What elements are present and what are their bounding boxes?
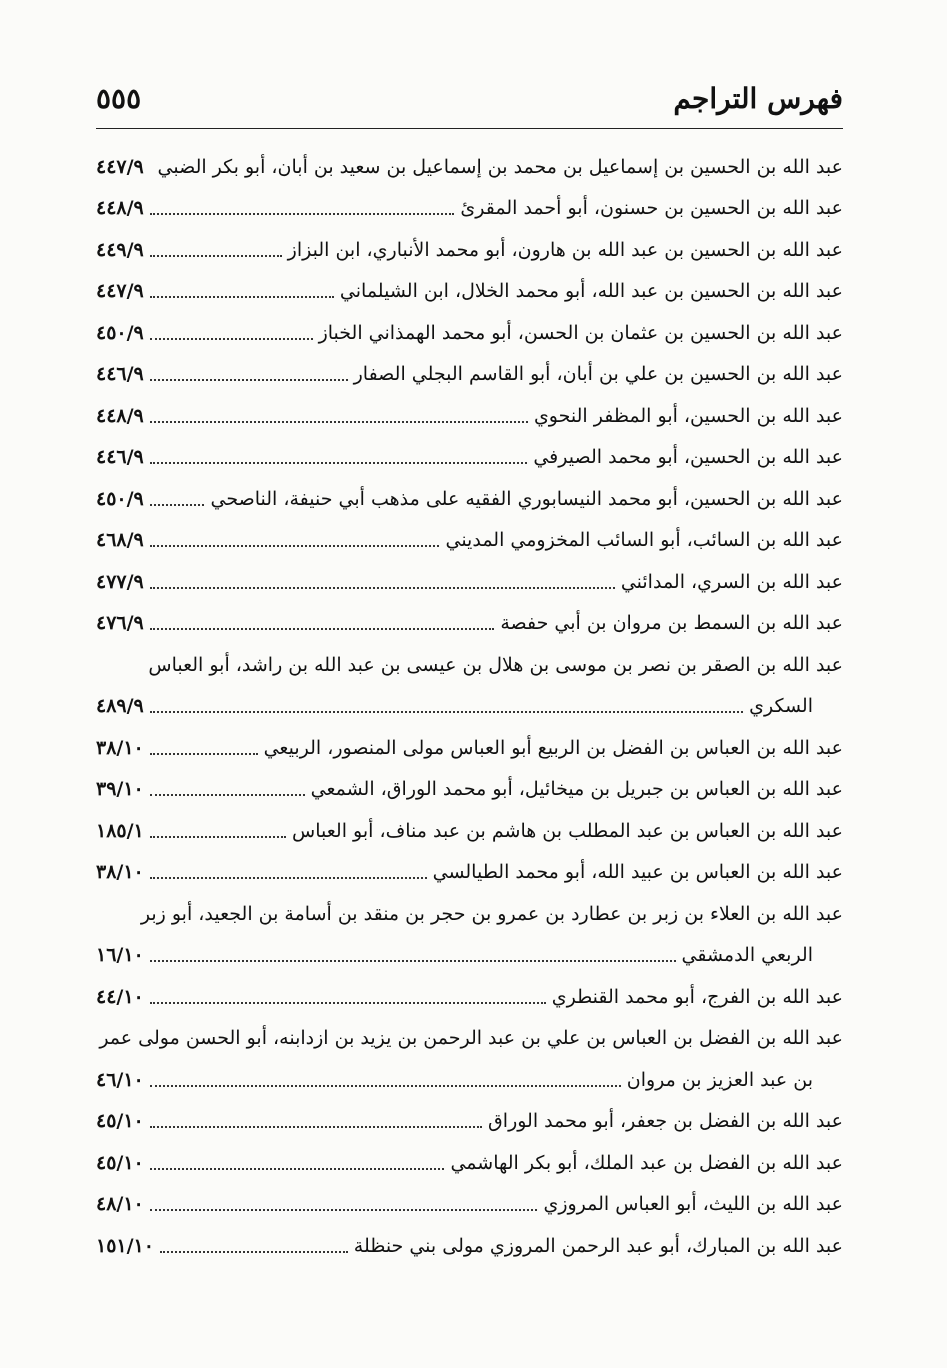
dot-leader [150, 1002, 546, 1004]
entry-reference: ٤٤٨/٩ [96, 404, 144, 427]
entry-name: عبد الله بن المبارك، أبو عبد الرحمن المروزي مولى بني حنظلة [353, 1234, 843, 1257]
entry-name: عبد الله بن العباس بن عبد المطلب بن هاشم بن عبد مناف، أبو العباس [292, 819, 843, 842]
index-entry [96, 976, 843, 1018]
dot-leader [150, 960, 676, 962]
entry-reference: ٤٦٨/٩ [96, 529, 144, 552]
entry-reference: ٤٥٠/٩ [96, 321, 144, 344]
dot-leader [150, 794, 305, 796]
entry-reference: ١٨٥/١ [96, 819, 144, 842]
page-title: فهرس التراجم [673, 81, 843, 115]
index-entry [96, 1101, 843, 1143]
entry-name: عبد الله بن السائب، أبو السائب المخزومي المديني [445, 529, 843, 552]
dot-leader [150, 1168, 445, 1170]
index-entry [96, 312, 843, 354]
index-entry [96, 146, 843, 188]
entry-reference: ٤٤٦/٩ [96, 363, 144, 386]
index-entry [96, 561, 843, 603]
entry-reference: ١٦/١٠ [96, 944, 144, 967]
entry-name: عبد الله بن الفضل بن جعفر، أبو محمد الوراق [488, 1110, 843, 1133]
entry-name: عبد الله بن العباس بن الفضل بن الربيع أبو العباس مولى المنصور، الربيعي [263, 736, 843, 759]
dot-leader [150, 836, 286, 838]
dot-leader [150, 628, 495, 630]
entry-name: عبد الله بن الفرج، أبو محمد القنطري [551, 985, 843, 1008]
index-entry [96, 1018, 843, 1060]
page-number: ٥٥٥ [96, 81, 142, 115]
dot-leader [150, 1209, 538, 1211]
entry-reference: ٤٤٧/٩ [96, 155, 144, 178]
index-entry [96, 520, 843, 562]
entry-name: عبد الله بن العباس بن عبيد الله، أبو محمد الطيالسي [432, 861, 843, 884]
dot-leader [150, 504, 205, 506]
entry-reference: ٣٨/١٠ [96, 861, 144, 884]
index-entry [96, 1184, 843, 1226]
index-entry [96, 644, 843, 686]
entry-name: عبد الله بن الصقر بن نصر بن موسى بن هلال بن عيسى بن عبد الله بن راشد، أبو العباس [148, 653, 843, 676]
index-entry [96, 810, 843, 852]
entry-reference: ٤٨/١٠ [96, 1193, 144, 1216]
entry-name: عبد الله بن الفضل بن عبد الملك، أبو بكر الهاشمي [450, 1151, 843, 1174]
dot-leader [150, 338, 313, 340]
entry-reference: ٤٤٨/٩ [96, 197, 144, 220]
entry-name: عبد الله بن الحسين، أبو محمد الصيرفي [533, 446, 843, 469]
dot-leader [150, 296, 334, 298]
entry-name: عبد الله بن الحسين بن عثمان بن الحسن، أبو محمد الهمذاني الخباز [318, 321, 843, 344]
index-entry [96, 727, 843, 769]
dot-leader [150, 255, 282, 257]
header-divider [96, 128, 843, 129]
entry-name: عبد الله بن الحسين، أبو المظفر النحوي [533, 404, 843, 427]
dot-leader [150, 213, 455, 215]
entry-reference: ٤٧٧/٩ [96, 570, 144, 593]
index-entry [96, 603, 843, 645]
entry-name: عبد الله بن الحسين بن إسماعيل بن محمد بن إسماعيل بن سعيد بن أبان، أبو بكر الضبي [157, 155, 843, 178]
index-entry [96, 437, 843, 479]
dot-leader [150, 1126, 482, 1128]
entry-name: عبد الله بن الحسين بن عبد الله بن هارون، أبو محمد الأنباري، ابن البزاز [287, 238, 843, 261]
index-entry-continuation [96, 935, 843, 977]
entry-name: بن عبد العزيز بن مروان [626, 1068, 813, 1091]
dot-leader [150, 1085, 621, 1087]
entry-reference: ٤٥/١٠ [96, 1110, 144, 1133]
entry-name: عبد الله بن السمط بن مروان بن أبي حفصة [500, 612, 843, 635]
index-entry [96, 271, 843, 313]
dot-leader [150, 877, 427, 879]
entry-name: عبد الله بن الحسين، أبو محمد النيسابوري الفقيه على مذهب أبي حنيفة، الناصحي [210, 487, 843, 510]
entry-reference: ١٥١/١٠ [96, 1234, 154, 1257]
entry-reference: ٤٦/١٠ [96, 1068, 144, 1091]
biography-index-list [96, 146, 843, 1267]
entry-name: السكري [749, 695, 813, 718]
index-entry-continuation [96, 1059, 843, 1101]
index-entry [96, 1142, 843, 1184]
entry-reference: ٤٤٦/٩ [96, 446, 144, 469]
entry-reference: ٣٨/١٠ [96, 736, 144, 759]
entry-reference: ٣٩/١٠ [96, 778, 144, 801]
entry-reference: ٤٤٩/٩ [96, 238, 144, 261]
page-header [96, 76, 843, 120]
entry-reference: ٤٥٠/٩ [96, 487, 144, 510]
entry-name: عبد الله بن العلاء بن زبر بن عطارد بن عمرو بن حجر بن منقد بن أسامة بن الجعيد، أبو زبر [140, 902, 843, 925]
dot-leader [150, 587, 615, 589]
index-entry [96, 1225, 843, 1267]
entry-reference: ٤٨٩/٩ [96, 695, 144, 718]
index-entry-continuation [96, 686, 843, 728]
entry-name: عبد الله بن الحسين بن علي بن أبان، أبو القاسم البجلي الصفار [353, 363, 843, 386]
index-entry [96, 354, 843, 396]
entry-reference: ٤٧٦/٩ [96, 612, 144, 635]
entry-name: عبد الله بن السري، المدائني [620, 570, 843, 593]
dot-leader [150, 462, 528, 464]
dot-leader [150, 545, 440, 547]
dot-leader [150, 753, 258, 755]
entry-name: عبد الله بن الفضل بن العباس بن علي بن عبد الرحمن بن يزيد بن ازدابنه، أبو الحسن مولى عمر [99, 1027, 843, 1050]
index-entry [96, 188, 843, 230]
entry-reference: ٤٥/١٠ [96, 1151, 144, 1174]
entry-name: عبد الله بن الحسين بن عبد الله، أبو محمد الخلال، ابن الشيلماني [339, 280, 843, 303]
dot-leader [150, 421, 528, 423]
dot-leader [150, 711, 743, 713]
index-entry [96, 769, 843, 811]
entry-name: عبد الله بن الليث، أبو العباس المروزي [543, 1193, 843, 1216]
dot-leader [160, 1251, 348, 1253]
entry-reference: ٤٤/١٠ [96, 985, 144, 1008]
index-entry [96, 852, 843, 894]
entry-name: الربعي الدمشقي [681, 944, 813, 967]
entry-name: عبد الله بن العباس بن جبريل بن ميخائيل، أبو محمد الوراق، الشمعي [310, 778, 843, 801]
entry-name: عبد الله بن الحسين بن حسنون، أبو أحمد المقرئ [460, 197, 843, 220]
dot-leader [150, 379, 348, 381]
index-entry [96, 478, 843, 520]
entry-reference: ٤٤٧/٩ [96, 280, 144, 303]
index-entry [96, 893, 843, 935]
index-entry [96, 395, 843, 437]
index-entry [96, 229, 843, 271]
